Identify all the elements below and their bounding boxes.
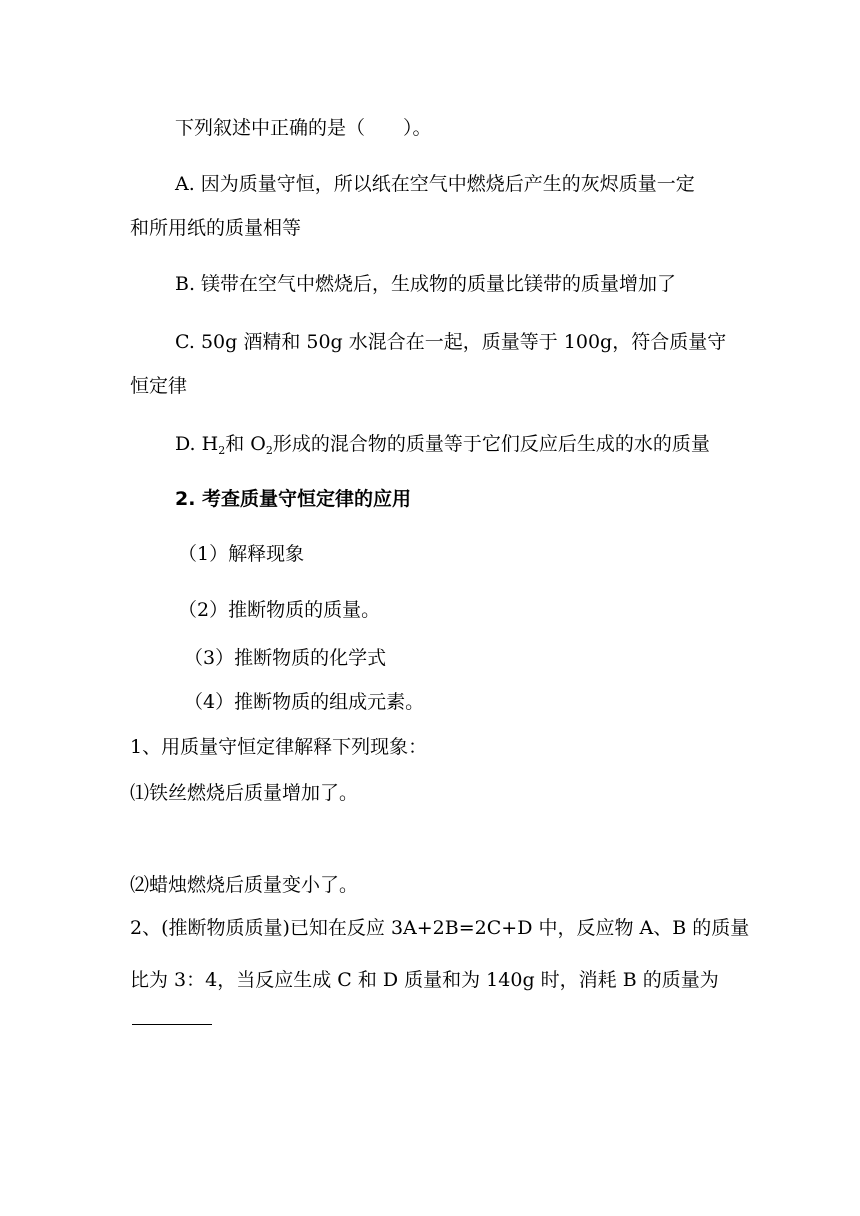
option-d-subscript-1: 2 [218,444,226,457]
application-item-3: （3）推断物质的化学式 [184,647,387,669]
option-d-mid: 和 O [225,433,266,455]
exercise-1-item-2: ⑵蜡烛燃烧后质量变小了。 [130,874,359,896]
application-item-4: （4）推断物质的组成元素。 [184,691,425,713]
section-2-title: 2. 考查质量守恒定律的应用 [175,488,412,510]
option-d-prefix: D. H [175,433,219,455]
option-d [175,432,710,456]
exercise-1-item-1: ⑴铁丝燃烧后质量增加了。 [130,782,359,804]
option-c-line1: C. 50g 酒精和 50g 水混合在一起，质量等于 100g，符合质量守 [175,331,727,353]
option-b: B. 镁带在空气中燃烧后，生成物的质量比镁带的质量增加了 [175,273,677,295]
application-item-1: （1）解释现象 [178,543,305,565]
option-c-line2: 恒定律 [130,375,188,397]
option-a-line1: A. 因为质量守恒，所以纸在空气中燃烧后产生的灰烬质量一定 [175,173,695,195]
exercise-1-title: 1、用质量守恒定律解释下列现象： [130,736,428,758]
option-d-suffix: 形成的混合物的质量等于它们反应后生成的水的质量 [272,433,710,455]
option-d-subscript-2: 2 [265,444,273,457]
option-a-line2: 和所用纸的质量相等 [130,217,302,239]
answer-blank [132,1024,212,1025]
application-item-2: （2）推断物质的质量。 [178,599,381,621]
question-intro: 下列叙述中正确的是（ ）。 [175,117,432,139]
exercise-2-line1: 2、(推断物质质量)已知在反应 3A+2B=2C+D 中，反应物 A、B 的质量 [130,917,750,939]
exercise-2-line2: 比为 3：4，当反应生成 C 和 D 质量和为 140g 时，消耗 B 的质量为 [130,969,719,991]
